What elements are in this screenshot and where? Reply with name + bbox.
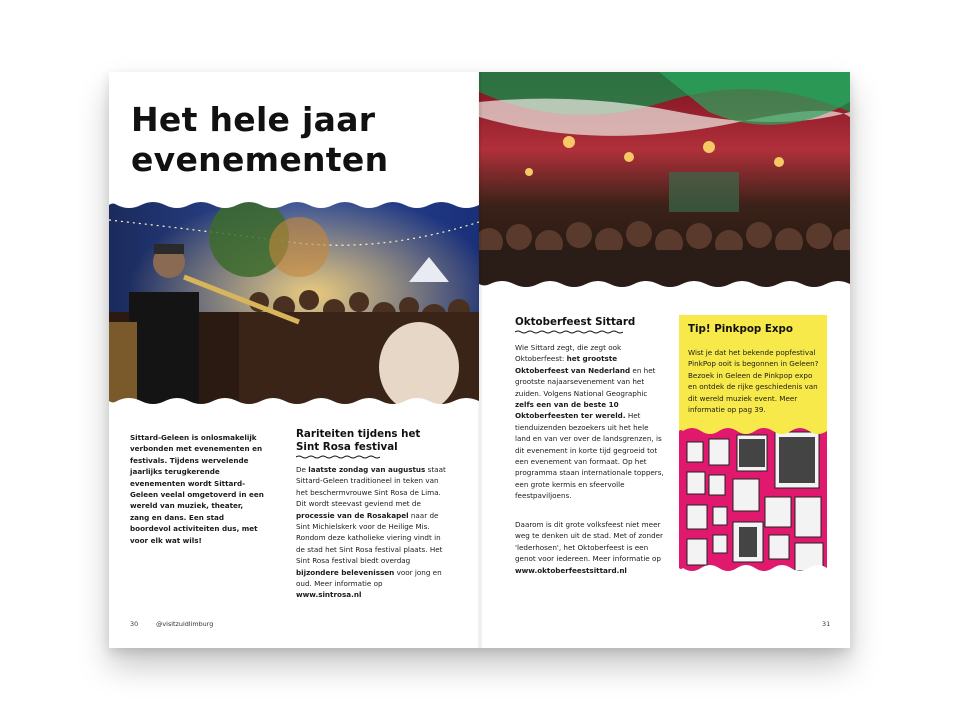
intro-paragraph: Sittard-Geleen is onlosmakelijk verbonden met evenementen en festivals. Tijdens wervelende jaarlijks terugkerende evenementen wordt Sittard-Geleen veelal omgetoverd in een wereld van muziek, theater, zang en dans. Een stad boordevol activiteiten dus, met voor elk wat wils! xyxy=(130,433,264,545)
text-run: en het grootste najaarsevenement van het zuiden. Volgens National Geographic xyxy=(515,365,656,398)
article-heading-oktoberfeest: Oktoberfeest Sittard xyxy=(515,316,636,328)
text-run-bold: het grootste Oktoberfeest van Nederland xyxy=(515,354,631,375)
text-run: voor jong en oud. Meer informatie op xyxy=(296,567,442,589)
tip-text: Wist je dat het bekende popfestival PinkPop ooit is begonnen in Geleen? Bezoek in Geleen de Pinkpop expo en ontdek de rijke geschiedenis van dit wereld muziek event. Meer informatie op pag 39. xyxy=(688,348,819,415)
article-body-sint-rosa xyxy=(296,464,446,601)
text-run-bold: processie van de Rosakapel xyxy=(296,510,409,520)
text-run-bold: zelfs een van de beste 10 Oktoberfeesten ter wereld. xyxy=(515,400,626,421)
heading-underline xyxy=(515,330,623,334)
text-run-bold: bijzondere belevenissen xyxy=(296,567,395,577)
heading-underline xyxy=(296,455,380,459)
text-run: Daarom is dit grote volksfeest niet meer weg te denken uit de stad. Met of zonder 'lederhosen', het Oktoberfeest is een genot voor iedereen. Meer informatie op xyxy=(515,520,664,564)
left-page xyxy=(109,72,479,648)
magazine-spread xyxy=(109,72,850,648)
sintrosa-link[interactable]: www.sintrosa.nl xyxy=(296,590,362,600)
oktoberfeest-link[interactable]: www.oktoberfeestsittard.nl xyxy=(515,565,627,575)
article-body-oktoberfeest xyxy=(515,342,665,502)
text-run-bold: laatste zondag van augustus xyxy=(308,465,426,474)
pinkpop-expo-photo xyxy=(679,427,827,575)
page-headline: Het hele jaar evenementen xyxy=(131,100,389,179)
article-body-oktoberfeest-2 xyxy=(515,519,665,576)
page-number-left: 30 xyxy=(130,620,139,628)
tip-box xyxy=(679,315,827,439)
tip-title: Tip! Pinkpop Expo xyxy=(688,323,793,335)
text-run: De xyxy=(296,465,309,474)
text-run: Wie Sittard zegt, die zegt ook Oktoberfeest: xyxy=(515,343,622,364)
text-run: Het tienduizenden bezoekers uit het hele land en van ver over de landsgrenzen, is dit evenement in korte tijd gegroeid tot een evenement van formaat. Op het programma staan internationale toppers, een grote kermis en sfeervolle feestpaviljoens. xyxy=(515,411,664,501)
social-handle: @visitzuidlimburg xyxy=(156,620,214,628)
article-heading-sint-rosa: Rariteiten tijdens het Sint Rosa festival xyxy=(296,428,421,453)
text-run: naar de Sint Michielskerk voor de Heilige Mis. Rondom deze katholieke viering vindt in de stad het Sint Rosa festival plaats. Het Sint Rosa festival biedt overdag xyxy=(296,510,443,566)
page-number-right: 31 xyxy=(822,620,831,628)
right-page xyxy=(479,72,850,648)
street-festival-photo xyxy=(109,202,479,407)
spine-fold xyxy=(477,72,483,648)
text-run: staat Sittard-Geleen traditioneel in teken van het beschermvrouwe Sint Rosa de Lima. Dit wordt steevast geviend met de xyxy=(296,465,446,509)
oktoberfeest-tent-photo xyxy=(479,72,850,294)
